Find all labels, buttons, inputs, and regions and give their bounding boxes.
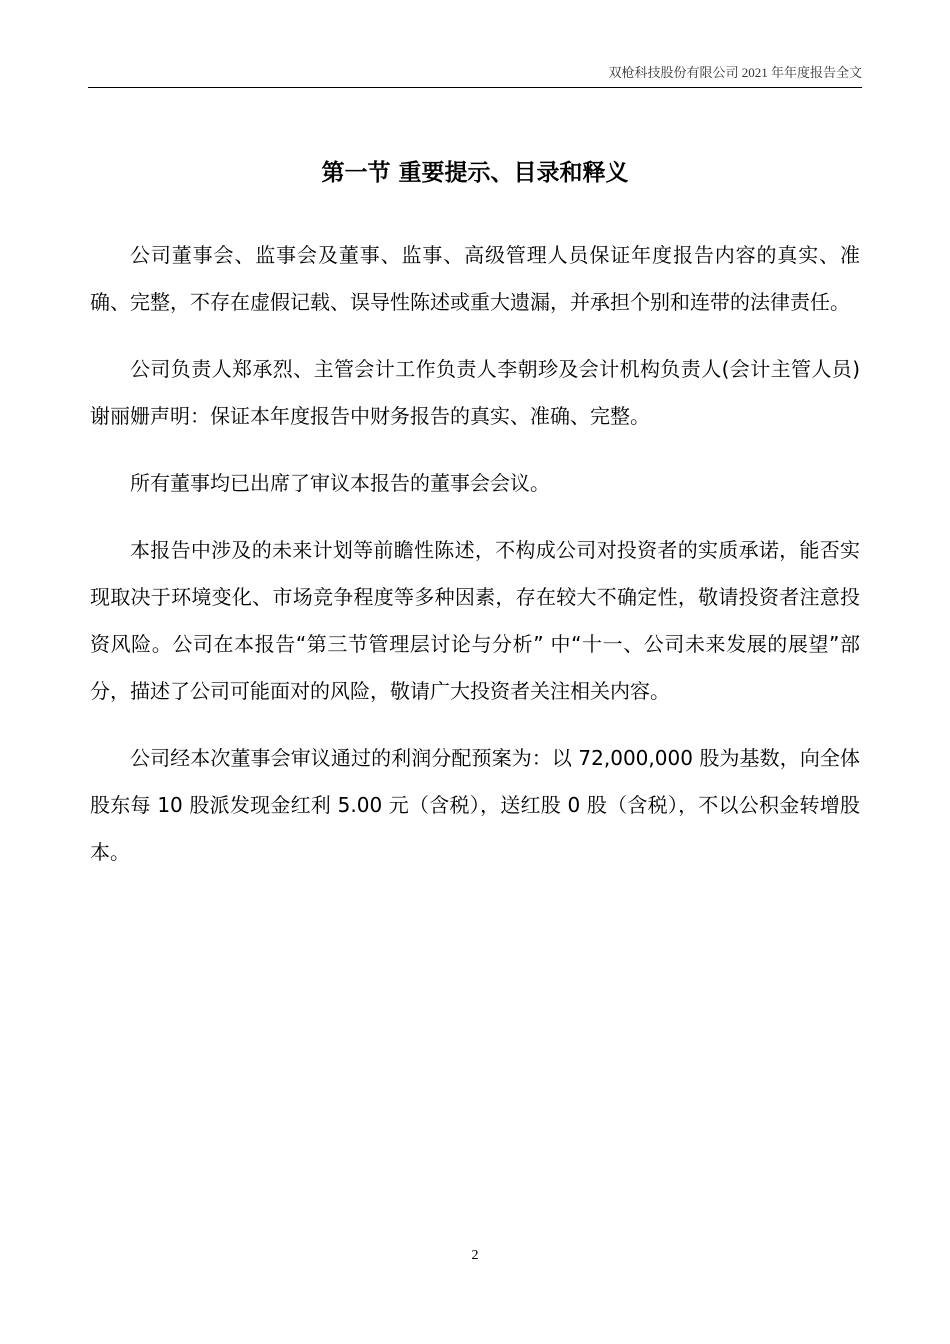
page-number: 2 xyxy=(471,1248,479,1263)
paragraph-profit-distribution: 公司经本次董事会审议通过的利润分配预案为：以 72,000,000 股为基数，向全体股东每 10 股派发现金红利 5.00 元（含税），送红股 0 股（含税），不以公积金转增股本。 xyxy=(90,746,860,864)
document-body xyxy=(90,232,860,896)
paragraph-forward-looking-risk: 本报告中涉及的未来计划等前瞻性陈述，不构成公司对投资者的实质承诺，能否实现取决于环境变化、市场竞争程度等多种因素，存在较大不确定性，敬请投资者注意投资风险。公司在本报告“第三节管理层讨论与分析” 中“十一、公司未来发展的展望”部分，描述了公司可能面对的风险，敬请广大投资者关注相关内容。 xyxy=(90,538,860,703)
paragraph-financial-statement-declaration: 公司负责人郑承烈、主管会计工作负责人李朝珍及会计机构负责人(会计主管人员)谢丽姗声明：保证本年度报告中财务报告的真实、准确、完整。 xyxy=(90,357,860,428)
header-divider xyxy=(88,87,862,88)
section-title: 第一节 重要提示、目录和释义 xyxy=(321,160,629,186)
paragraph-directors-attendance: 所有董事均已出席了审议本报告的董事会会议。 xyxy=(130,471,550,495)
paragraph-board-guarantee: 公司董事会、监事会及董事、监事、高级管理人员保证年度报告内容的真实、准确、完整，不存在虚假记载、误导性陈述或重大遗漏，并承担个别和连带的法律责任。 xyxy=(90,243,860,314)
running-header: 双枪科技股份有限公司 2021 年年度报告全文 xyxy=(608,65,862,80)
